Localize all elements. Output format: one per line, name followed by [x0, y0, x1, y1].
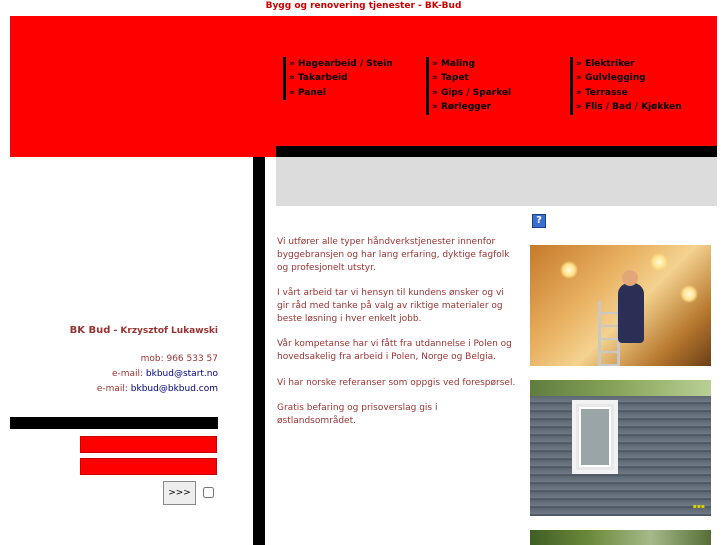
nav-link-hagearbeid[interactable]: » Hagearbeid / Stein — [289, 59, 393, 69]
house-window — [572, 400, 618, 474]
email-label-2: e-mail: — [96, 384, 131, 394]
remember-checkbox[interactable] — [203, 487, 214, 498]
nav-link-terrasse[interactable]: » Terrasse — [576, 87, 628, 98]
nav-link-takarbeid[interactable]: » Takarbeid — [289, 73, 348, 84]
site-title: Bygg og renovering tjenester - BK-Bud — [265, 1, 462, 11]
nav-link-flis-bad[interactable]: » Flis / Bad / Kjøkken — [576, 102, 682, 113]
intro-paragraph-1: Vi utfører alle typer håndverkstjenester innenfor byggebransjen og har lang erfaring, dyktige fagfolk og profesjonelt utstyr. — [277, 237, 510, 273]
email-link-start[interactable]: bkbud@start.no — [145, 369, 218, 379]
photo-electrician-ceiling — [530, 245, 711, 366]
nav-column-2 — [426, 57, 511, 115]
trees-background — [530, 380, 711, 396]
content-header-panel — [276, 157, 717, 206]
nav-link-elektriker[interactable]: » Elektriker — [576, 59, 635, 69]
ceiling-lamp — [560, 261, 578, 279]
ceiling-lamp — [680, 285, 698, 303]
email-link-bkbud[interactable]: bkbud@bkbud.com — [130, 384, 218, 394]
contact-mobile — [10, 354, 218, 364]
nav-link-rorlegger[interactable]: » Rørlegger — [432, 102, 492, 113]
nav-link-gips[interactable]: » Gips / Sparkel — [432, 87, 512, 98]
photo-watermark: ▪▪▪ — [692, 503, 705, 510]
nav-link-tapet[interactable]: » Tapet — [432, 73, 469, 84]
ladder — [598, 301, 620, 366]
intro-paragraph-4: Vi har norske referanser som oppgis ved forespørsel. — [277, 377, 516, 388]
help-icon[interactable]: ? — [532, 214, 546, 228]
contact-email-1 — [10, 369, 218, 379]
nav-link-maling[interactable]: » Maling — [432, 59, 475, 69]
ceiling-lamp — [650, 253, 668, 271]
intro-paragraph-3: Vår kompetanse har vi fått fra utdannelse i Polen og hovedsakelig fra arbeid i Polen, Norge og Belgia. — [277, 339, 512, 363]
intro-paragraph-5: Gratis befaring og prisoverslag gis i østlandsområdet. — [277, 403, 438, 427]
company-separator: - — [110, 326, 121, 336]
company-owner: Krzysztof Lukawski — [120, 326, 218, 336]
nav-column-3 — [570, 57, 682, 115]
email-label-1: e-mail: — [111, 369, 146, 379]
login-field-1[interactable] — [80, 436, 217, 453]
mobile-label: mob: — [140, 354, 167, 364]
header-divider-bar — [276, 146, 717, 157]
worker-head — [622, 270, 638, 286]
nav-column-1 — [283, 57, 393, 100]
form-header-bar — [10, 417, 218, 429]
mobile-value: 966 533 57 — [166, 354, 218, 364]
nav-link-panel[interactable]: » Panel — [289, 87, 326, 98]
photo-garden — [530, 530, 711, 545]
vertical-divider — [253, 157, 265, 545]
submit-button[interactable]: >>> — [163, 481, 196, 505]
window-pane — [579, 407, 611, 467]
company-brand: BK Bud — [69, 325, 111, 336]
contact-email-2 — [10, 384, 218, 394]
login-field-2[interactable] — [80, 458, 217, 475]
company-name — [10, 325, 218, 336]
worker-figure — [618, 283, 644, 343]
photo-house-panel — [530, 380, 711, 516]
intro-text — [277, 236, 517, 441]
intro-paragraph-2: I vårt arbeid tar vi hensyn til kundens ønsker og vi gir råd med tanke på valg av riktige materialer og beste løsning i hver enkelt jobb. — [277, 288, 504, 324]
nav-link-gulvlegging[interactable]: » Gulvlegging — [576, 73, 646, 84]
